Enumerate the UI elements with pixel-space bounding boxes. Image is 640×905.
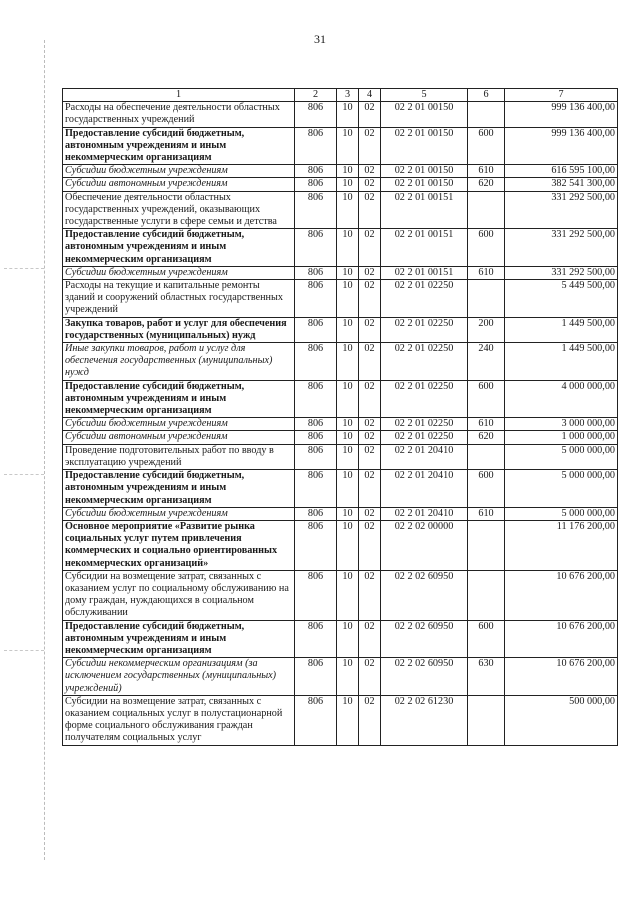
row-amount: 331 292 500,00 (505, 266, 618, 279)
row-amount: 10 676 200,00 (505, 570, 618, 620)
row-section-code: 10 (337, 507, 359, 520)
row-name-cell: Расходы на текущие и капитальные ремонты зданий и сооружений областных государственных учреждений (63, 280, 295, 318)
row-amount: 616 595 100,00 (505, 165, 618, 178)
row-target-article: 02 2 01 00150 (381, 127, 468, 165)
row-expense-type (468, 191, 505, 229)
row-name-cell: Субсидии бюджетным учреждениям (63, 507, 295, 520)
row-subsection-code: 02 (359, 165, 381, 178)
row-name-cell: Субсидии на возмещение затрат, связанных с оказанием социальных услуг в полустационарной форме социального обслуживания граждан получателям социальных услуг (63, 695, 295, 745)
row-subsection-code: 02 (359, 444, 381, 469)
table-row (63, 343, 618, 381)
row-expense-type: 610 (468, 165, 505, 178)
row-subsection-code: 02 (359, 620, 381, 658)
row-name-cell: Предоставление субсидий бюджетным, автономным учреждениям и иным некоммерческим организациям (63, 229, 295, 267)
table-row (63, 127, 618, 165)
margin-mark (44, 40, 45, 860)
row-name-cell: Предоставление субсидий бюджетным, автономным учреждениям и иным некоммерческим организациям (63, 620, 295, 658)
row-expense-type: 610 (468, 418, 505, 431)
row-name-cell: Субсидии бюджетным учреждениям (63, 165, 295, 178)
row-ministry-code: 806 (295, 570, 337, 620)
table-row (63, 165, 618, 178)
table-row (63, 102, 618, 127)
column-header: 4 (359, 89, 381, 102)
table-body (63, 102, 618, 745)
row-name-cell: Обеспечение деятельности областных государственных учреждений, оказывающих государственные услуги в сфере семьи и детства (63, 191, 295, 229)
row-expense-type (468, 520, 505, 570)
row-target-article: 02 2 01 00151 (381, 191, 468, 229)
table-row (63, 658, 618, 696)
row-ministry-code: 806 (295, 280, 337, 318)
row-expense-type (468, 280, 505, 318)
row-target-article: 02 2 01 02250 (381, 343, 468, 381)
row-section-code: 10 (337, 229, 359, 267)
row-amount: 1 000 000,00 (505, 431, 618, 444)
row-subsection-code: 02 (359, 127, 381, 165)
table-row (63, 444, 618, 469)
row-target-article: 02 2 01 02250 (381, 280, 468, 318)
row-target-article: 02 2 02 60950 (381, 658, 468, 696)
margin-mark (4, 650, 44, 651)
row-name-cell: Предоставление субсидий бюджетным, автономным учреждениям и иным некоммерческим организациям (63, 127, 295, 165)
row-name-cell: Субсидии автономным учреждениям (63, 178, 295, 191)
row-ministry-code: 806 (295, 102, 337, 127)
row-name-cell: Предоставление субсидий бюджетным, автономным учреждениям и иным некоммерческим организациям (63, 380, 295, 418)
row-ministry-code: 806 (295, 127, 337, 165)
row-ministry-code: 806 (295, 266, 337, 279)
row-name-cell: Субсидии бюджетным учреждениям (63, 418, 295, 431)
row-ministry-code: 806 (295, 620, 337, 658)
row-section-code: 10 (337, 444, 359, 469)
row-amount: 999 136 400,00 (505, 127, 618, 165)
row-expense-type: 600 (468, 380, 505, 418)
budget-table (62, 88, 618, 746)
row-amount: 10 676 200,00 (505, 620, 618, 658)
row-ministry-code: 806 (295, 470, 337, 508)
table-row (63, 380, 618, 418)
table-row (63, 418, 618, 431)
row-ministry-code: 806 (295, 444, 337, 469)
row-target-article: 02 2 02 00000 (381, 520, 468, 570)
row-expense-type (468, 570, 505, 620)
row-ministry-code: 806 (295, 380, 337, 418)
margin-mark (4, 474, 44, 475)
row-subsection-code: 02 (359, 658, 381, 696)
column-header: 2 (295, 89, 337, 102)
column-header: 7 (505, 89, 618, 102)
row-subsection-code: 02 (359, 520, 381, 570)
table-row (63, 191, 618, 229)
row-amount: 1 449 500,00 (505, 343, 618, 381)
table-row (63, 431, 618, 444)
table-row (63, 470, 618, 508)
row-expense-type: 620 (468, 178, 505, 191)
row-name-cell: Субсидии бюджетным учреждениям (63, 266, 295, 279)
row-subsection-code: 02 (359, 431, 381, 444)
row-subsection-code: 02 (359, 470, 381, 508)
table-row (63, 178, 618, 191)
row-subsection-code: 02 (359, 418, 381, 431)
row-expense-type: 620 (468, 431, 505, 444)
row-section-code: 10 (337, 658, 359, 696)
row-section-code: 10 (337, 102, 359, 127)
row-target-article: 02 2 01 00150 (381, 165, 468, 178)
row-subsection-code: 02 (359, 343, 381, 381)
row-amount: 11 176 200,00 (505, 520, 618, 570)
row-expense-type (468, 102, 505, 127)
table-row (63, 507, 618, 520)
row-expense-type: 200 (468, 317, 505, 342)
row-name-cell: Субсидии некоммерческим организациям (за исключением государственных (муниципальных) учреждений) (63, 658, 295, 696)
row-section-code: 10 (337, 178, 359, 191)
row-expense-type (468, 695, 505, 745)
row-name-cell: Предоставление субсидий бюджетным, автономным учреждениям и иным некоммерческим организациям (63, 470, 295, 508)
row-amount: 3 000 000,00 (505, 418, 618, 431)
row-amount: 5 000 000,00 (505, 470, 618, 508)
row-section-code: 10 (337, 191, 359, 229)
table-row (63, 620, 618, 658)
row-ministry-code: 806 (295, 178, 337, 191)
row-section-code: 10 (337, 418, 359, 431)
row-section-code: 10 (337, 620, 359, 658)
column-header: 3 (337, 89, 359, 102)
column-header: 1 (63, 89, 295, 102)
table-row (63, 280, 618, 318)
row-section-code: 10 (337, 520, 359, 570)
row-target-article: 02 2 02 61230 (381, 695, 468, 745)
row-ministry-code: 806 (295, 695, 337, 745)
row-subsection-code: 02 (359, 380, 381, 418)
row-amount: 331 292 500,00 (505, 229, 618, 267)
row-expense-type: 610 (468, 266, 505, 279)
row-section-code: 10 (337, 280, 359, 318)
row-subsection-code: 02 (359, 280, 381, 318)
row-target-article: 02 2 01 20410 (381, 470, 468, 508)
row-subsection-code: 02 (359, 507, 381, 520)
row-ministry-code: 806 (295, 165, 337, 178)
row-name-cell: Субсидии автономным учреждениям (63, 431, 295, 444)
table-row (63, 266, 618, 279)
row-section-code: 10 (337, 431, 359, 444)
row-ministry-code: 806 (295, 229, 337, 267)
row-target-article: 02 2 01 02250 (381, 418, 468, 431)
row-amount: 5 449 500,00 (505, 280, 618, 318)
row-ministry-code: 806 (295, 191, 337, 229)
row-subsection-code: 02 (359, 191, 381, 229)
row-target-article: 02 2 01 00151 (381, 229, 468, 267)
row-target-article: 02 2 01 02250 (381, 380, 468, 418)
row-target-article: 02 2 02 60950 (381, 620, 468, 658)
row-name-cell: Основное мероприятие «Развитие рынка социальных услуг путем привлечения коммерческих и социально ориентированных некоммерческих организаций» (63, 520, 295, 570)
row-amount: 10 676 200,00 (505, 658, 618, 696)
row-target-article: 02 2 01 00150 (381, 102, 468, 127)
column-header: 6 (468, 89, 505, 102)
row-section-code: 10 (337, 127, 359, 165)
row-section-code: 10 (337, 695, 359, 745)
row-name-cell: Закупка товаров, работ и услуг для обеспечения государственных (муниципальных) нужд (63, 317, 295, 342)
row-subsection-code: 02 (359, 178, 381, 191)
row-expense-type: 630 (468, 658, 505, 696)
row-section-code: 10 (337, 317, 359, 342)
row-amount: 331 292 500,00 (505, 191, 618, 229)
column-header: 5 (381, 89, 468, 102)
row-amount: 5 000 000,00 (505, 444, 618, 469)
row-subsection-code: 02 (359, 266, 381, 279)
row-target-article: 02 2 01 02250 (381, 431, 468, 444)
row-amount: 1 449 500,00 (505, 317, 618, 342)
row-expense-type: 240 (468, 343, 505, 381)
row-target-article: 02 2 01 00150 (381, 178, 468, 191)
row-section-code: 10 (337, 165, 359, 178)
table-row (63, 229, 618, 267)
row-section-code: 10 (337, 380, 359, 418)
row-section-code: 10 (337, 343, 359, 381)
row-amount: 5 000 000,00 (505, 507, 618, 520)
row-subsection-code: 02 (359, 102, 381, 127)
table-header-row (63, 89, 618, 102)
row-expense-type: 610 (468, 507, 505, 520)
table-row (63, 317, 618, 342)
table-row (63, 695, 618, 745)
row-ministry-code: 806 (295, 418, 337, 431)
row-target-article: 02 2 02 60950 (381, 570, 468, 620)
row-target-article: 02 2 01 02250 (381, 317, 468, 342)
row-expense-type (468, 444, 505, 469)
row-ministry-code: 806 (295, 520, 337, 570)
margin-mark (4, 268, 44, 269)
row-ministry-code: 806 (295, 658, 337, 696)
row-section-code: 10 (337, 266, 359, 279)
row-amount: 4 000 000,00 (505, 380, 618, 418)
row-section-code: 10 (337, 570, 359, 620)
row-ministry-code: 806 (295, 507, 337, 520)
row-subsection-code: 02 (359, 570, 381, 620)
row-expense-type: 600 (468, 620, 505, 658)
row-name-cell: Проведение подготовительных работ по вводу в эксплуатацию учреждений (63, 444, 295, 469)
row-subsection-code: 02 (359, 695, 381, 745)
row-subsection-code: 02 (359, 317, 381, 342)
row-target-article: 02 2 01 20410 (381, 444, 468, 469)
row-ministry-code: 806 (295, 317, 337, 342)
row-target-article: 02 2 01 00151 (381, 266, 468, 279)
row-expense-type: 600 (468, 127, 505, 165)
row-name-cell: Расходы на обеспечение деятельности областных государственных учреждений (63, 102, 295, 127)
table-row (63, 520, 618, 570)
page-number: 31 (314, 32, 326, 46)
row-expense-type: 600 (468, 470, 505, 508)
row-name-cell: Иные закупки товаров, работ и услуг для обеспечения государственных (муниципальных) нужд (63, 343, 295, 381)
row-amount: 382 541 300,00 (505, 178, 618, 191)
table-row (63, 570, 618, 620)
row-amount: 999 136 400,00 (505, 102, 618, 127)
row-section-code: 10 (337, 470, 359, 508)
row-amount: 500 000,00 (505, 695, 618, 745)
row-ministry-code: 806 (295, 431, 337, 444)
row-target-article: 02 2 01 20410 (381, 507, 468, 520)
row-ministry-code: 806 (295, 343, 337, 381)
row-expense-type: 600 (468, 229, 505, 267)
row-subsection-code: 02 (359, 229, 381, 267)
row-name-cell: Субсидии на возмещение затрат, связанных с оказанием услуг по социальному обслуживанию на дому граждан, нуждающихся в социальном обслуживании (63, 570, 295, 620)
